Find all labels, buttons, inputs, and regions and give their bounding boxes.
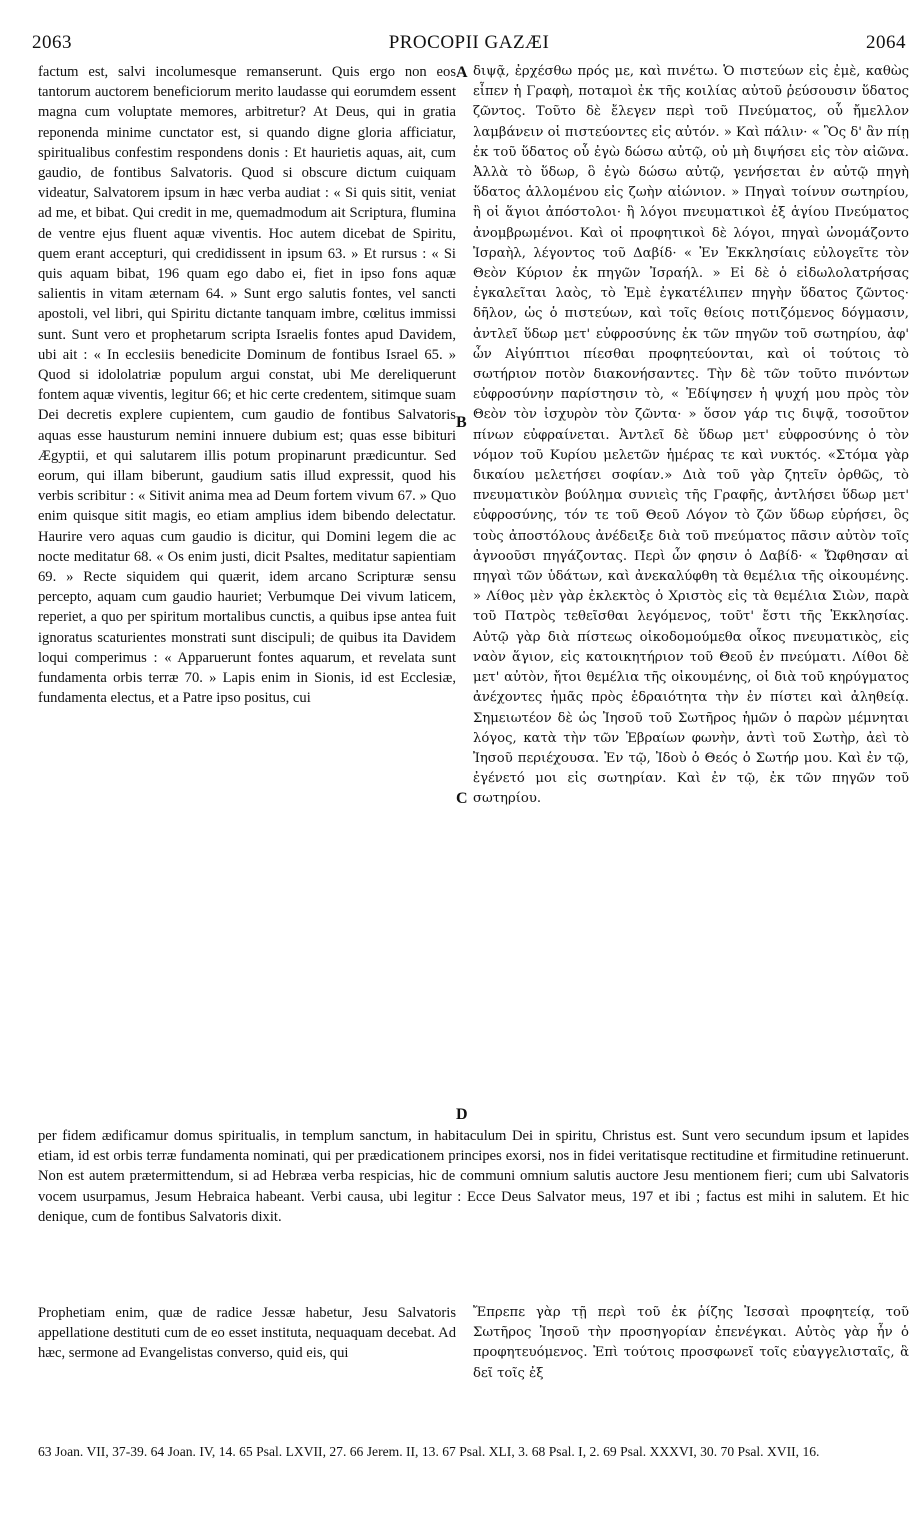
left-page-number: 2063 [32, 32, 72, 53]
greek-column [473, 62, 909, 810]
latin-full-width [38, 1126, 909, 1227]
margin-marker-a: A [456, 64, 468, 81]
greek-text: διψᾷ, ἐρχέσθω πρός με, καὶ πινέτω. Ὁ πιστεύων εἰς ἐμὲ, καθὼς εἶπεν ἡ Γραφὴ, ποταμοὶ ἐκ τῆς κοιλίας αὐτοῦ ῥεύσουσιν ὕδατος ζῶντος. Τοῦτο δὲ ἔλεγεν περὶ τοῦ Πνεύματος, οὗ ἤμελλον λαμβάνειν οἱ πιστεύοντες εἰς αὐτόν. » Καὶ πάλιν· « Ὃς δ' ἂν πίῃ ἐκ τοῦ ὕδατος οὗ ἐγὼ δώσω αὐτῷ, οὐ μὴ διψήσει εἰς τὸν αἰῶνα. Ἀλλὰ τὸ ὕδωρ, ὃ ἐγὼ δώσω αὐτῷ, γενήσεται ἐν αὐτῷ πηγὴ ὕδατος ἁλλομένου εἰς ζωὴν αἰώνιον. » Πηγαὶ τοίνυν σωτηρίου, ἢ οἱ ἅγιοι ἀπόστολοι· ἢ λόγοι πνευματικοὶ ἐξ ἁγίου Πνεύματος ἀνομβρωμένοι. Καὶ οἱ προφητικοὶ δὲ λόγοι, πηγαὶ ὠνομάζοντο Ἰσραὴλ, λέγοντος τοῦ Δαβίδ· « Ἐν Ἐκκλησίαις εὐλογεῖτε τὸν Θεὸν Κύριον ἐκ πηγῶν Ἰσραήλ. » Εἰ δὲ ὁ εἰδωλολατρήσας ἐγκαλεῖται λαὸς, τὸ Ἐμὲ ἐγκατέλιπεν πηγὴν ὕδατος ζῶντος· δῆλον, ὡς ὁ πιστεύων, καὶ τοῖς θείοις ποτιζόμενος δόγμασιν, ἀντλεῖ ὕδωρ μετ' εὐφροσύνης ἐκ τῶν πηγῶν τοῦ σωτηρίου, ἀφ' ὧν Αἰγύπτιοι πίεσθαι προφητεύονται, καὶ οἱ τούτοις τὸ σωτήριον ποτὸν διακονήσαντες. Τὴν δὲ τῶν τοῦτο πινόντων εὐφροσύνην παρίστησιν τὸ, « Ἐδίψησεν ἡ ψυχή μου πρὸς τὸν Θεὸν τὸν ἰσχυρὸν τὸν ζῶντα· » ὅσον γάρ τις διψᾷ, τοσοῦτον πίνων εὐφραίνεται. Ἀντλεῖ δὲ ὕδωρ μετ' εὐφροσύνης ὁ τὸν νόμον τοῦ Κυρίου μελετῶν ἡμέρας τε καὶ νυκτός. «Στόμα γὰρ δικαίου μελετήσει σοφίαν.» Διὰ τοῦ γὰρ ζητεῖν ὀρθῶς, τὸ πνευματικὸν βούλημα συνιεὶς τῆς Γραφῆς, ἀντλήσει ὕδωρ μετ' εὐφροσύνης, τόν τε τοῦ Θεοῦ Λόγον τὸ ζῶν ὕδωρ εὑρήσει, ὃς τοὺς ἀποστόλους ἀνέδειξε διὰ τοῦ πνεύματος πᾶσιν αὐτὸν τοῖς ἀγνοοῦσι πηγάζοντας. Περὶ ὧν φησιν ὁ Δαβίδ· « Ὤφθησαν αἱ πηγαὶ τῶν ὑδάτων, καὶ ἀνεκαλύφθη τὰ θεμέλια τῆς οἰκουμένης. » Λίθος μὲν γὰρ ἐκλεκτὸς ὁ Χριστὸς εἰς τὰ θεμέλια Σιὼν, παρὰ τοῦ Πατρὸς τεθεῖσθαι λεγόμενος, τοῦτ' ἔστι τῆς Ἐκκλησίας. Αὐτῷ γὰρ διὰ πίστεως οἰκοδομούμεθα οἶκος πνευματικὸς, εἰς ναὸν ἅγιον, εἰς κατοικητήριον τοῦ Θεοῦ ἐν πνεύματι. Λίθοι δὲ μετ' αὐτὸν, ἤτοι θεμέλια τῆς οἰκουμένης, οἱ διὰ τοῦ κηρύγματος ἀνέχοντες ἡμᾶς πρὸς ἑδραιότητα τὴν ἐν πίστει καὶ ἀληθείᾳ. Σημειωτέον δὲ ὡς Ἰησοῦ τοῦ Σωτῆρος ἡμῶν ὁ παρὼν μέμνηται λόγος, κατὰ τὴν τῶν Ἑβραίων φωνὴν, ἀντὶ τοῦ Σωτὴρ, ἀεὶ τὸ Ἰησοῦ περιέχουσα. Ἐν τῷ, Ἰδοὺ ὁ Θεός ὁ Σωτήρ μου. Καὶ ἐν τῷ, ἐγένετό μοι εἰς σωτηρίαν. Καὶ ἐν τῷ, ἐκ τῶν πηγῶν τοῦ σωτηρίου. [473, 64, 909, 807]
margin-marker-b: B [456, 414, 467, 431]
latin-full-text: per fidem ædificamur domus spiritualis, in templum sanctum, in habitaculum Dei in spiritu, Christus est. Sunt vero secundum ipsum et lapides etiam, id est orbis terræ fundamenta nominati, qui per prædicationem principes exorsi, nos in fidei veritatisque rectitudine et firmitudine retinuerunt. Non est autem prætermittendum, si ad Hebræa verba respicias, hic de communi omnium salutis auctore Jesu mentionem fieri; cum ubi Salvatoris vocem usurpamus, Jesum Hebraica habeant. Verbi causa, ubi legitur : Ecce Deus Salvator meus, 197 et ibi ; factus est mihi in salutem. Et hic denique, cum de fontibus Salvatoris dixit. [38, 1128, 909, 1225]
latin-lower-column [38, 1303, 456, 1364]
greek-lower-text: Ἔπρεπε γὰρ τῇ περὶ τοῦ ἐκ ῥίζης Ἰεσσαὶ προφητείᾳ, τοῦ Σωτῆρος Ἰησοῦ τὴν προσηγορίαν ἐπενέγκαι. Αὐτὸς γὰρ ἦν ὁ προφητευόμενος. Ἐπὶ τούτοις προσφωνεῖ τοῖς εὐαγγελισταῖς, ἃ δεῖ τοῖς ἐξ [473, 1305, 909, 1381]
running-title: PROCOPII GAZÆI [388, 32, 550, 53]
margin-marker-d: D [456, 1106, 468, 1123]
greek-lower-column [473, 1303, 909, 1384]
footnotes-text: 63 Joan. VII, 37-39. 64 Joan. IV, 14. 65 Psal. LXVII, 27. 66 Jerem. II, 13. 67 Psal. XLI, 3. 68 Psal. I, 2. 69 Psal. XXXVI, 30. 70 Psal. XVII, 16. [38, 1444, 820, 1459]
latin-column [38, 62, 456, 709]
margin-marker-c: C [456, 790, 468, 807]
latin-text: factum est, salvi incolumesque remanserunt. Quis ergo non eos tantorum auctorem beneficiorum merito laudasse qui eorumdem essent magna cum voluptate memores, arbitretur? At Deus, qui in gratia reponenda minime cunctator est, si quando digne gloria afficiatur, spiritualibus confestim respondens donis : Et haurietis aquas, ait, cum gaudio, de fontibus Salvatoris. Quod si obscure dictum cuiquam videatur, Salvatorem ipsum in hæc verba audiat : « Si quis sitit, veniat ad me, et bibat. Qui credit in me, quemadmodum ait Scriptura, flumina de ventre ejus fluent aquæ viventis. Hoc autem dicebat de Spiritu, quem erant accepturi, qui credidissent in ipsum 63. » Et rursus : « Si quis aquam bibat, 196 quam ego dabo ei, fiet in ipso fons aquæ salientis in vitam æternam 64. » Sunt ergo salutis fontes, vel sancti apostoli, vel libri, qui Spiritu dictante tanquam imbre, cœlitus immissi sunt. Sunt vero et prophetarum scripta Israelis fontes apud Davidem, ubi ait : « In ecclesiis benedicite Dominum de fontibus Israel 65. » Quod si idololatriæ populum argui constat, ubi Me dereliquerunt fontem aquæ viventis, legitur 66; et hic certe credentem, sitimque suam Dei decretis explere cupientem, cum gaudio de fontibus Salvatoris aquas esse hausturum nemini innuere dubium est; quas esse bibituri Ægyptii, et qui salutarem illis potum propinarunt prædicuntur. Sed eorum, qui illam biberunt, gaudium satis illud expressit, quod his verbis scribitur : « Sitivit anima mea ad Deum fortem vivum 67. » Quo enim quisque sitit magis, eo etiam amplius idem bibendo delectatur. Haurire vero aquas cum gaudio is dicitur, qui Domini legem die ac nocte meditatur 68. « Os enim justi, dicit Psaltes, meditatur sapientiam 69. » Recte siquidem qui quærit, idem arcano Scripturæ sensu percepto, aquam cum gaudio hauriet; Verbumque Dei vivum laticem, reperiet, a quo per spiritum mortalibus cunctis, a quibus ipse antea fuit ignoratus scaturientes monstrati sunt discipuli; de quibus ita Davidem loqui comperimus : « Apparuerunt fontes aquarum, et revelata sunt fundamenta orbis terræ 70. » Lapis enim in Sionis, id est Ecclesiæ, fundamenta electus, et a Patre ipso positus, cui [38, 64, 456, 707]
footnotes [38, 1442, 909, 1461]
right-page-number: 2064 [866, 32, 906, 53]
latin-lower-text: Prophetiam enim, quæ de radice Jessæ habetur, Jesu Salvatoris appellatione destituti cum de eo esset instituta, nequaquam decebat. Ad hæc, sermone ad Evangelistas converso, quid eis, qui [38, 1305, 456, 1362]
page-header [32, 32, 906, 58]
